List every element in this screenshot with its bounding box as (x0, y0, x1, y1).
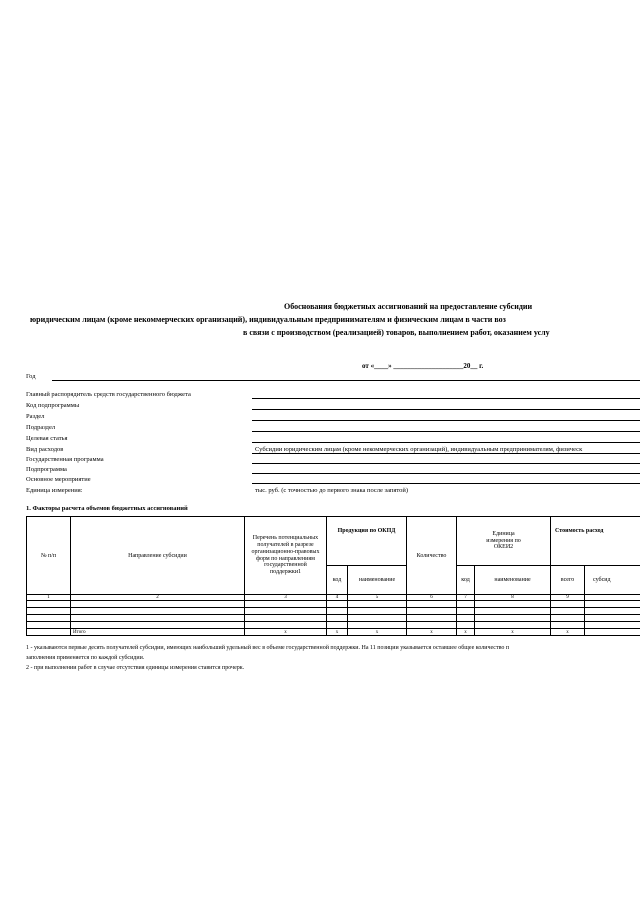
field-label-code: Код подпрограммы (26, 402, 80, 409)
field-line-program (252, 463, 640, 464)
th-unit-name: наименование (475, 566, 551, 595)
field-label-podrazdel: Подраздел (26, 424, 56, 431)
total-cell: x (457, 629, 475, 636)
total-cell: x (551, 629, 585, 636)
date-line: от «____» ____________________20__ г. (362, 362, 484, 370)
col-number: 4 (327, 595, 348, 601)
footnote-2: 2 - при выполнении работ в случае отсутствия единицы измерения ставится прочерк. (26, 665, 245, 671)
col-number: 8 (475, 595, 551, 601)
field-value-unit: тыс. руб. (с точностью до первого знака после запятой) (255, 487, 409, 494)
th-okpd-name: наименование (348, 566, 407, 595)
title-line-2: юридическим лицам (кроме некоммерческих организаций), индивидуальным предпринимателям и физическим лицам в части воз (30, 315, 506, 324)
field-line-target (252, 442, 640, 443)
field-line-razdel (252, 420, 640, 421)
th-qty: Количество (407, 517, 457, 595)
field-line-vid (252, 453, 640, 454)
total-cell: x (348, 629, 407, 636)
footnote-1-line-2: заполнения применяется по каждой субсидии. (26, 655, 145, 661)
th-cost: Стоимость расход (551, 517, 640, 566)
total-row (27, 629, 640, 636)
field-line-subprogram (252, 473, 640, 474)
total-cell: x (407, 629, 457, 636)
field-line-measure (252, 483, 640, 484)
table-row (27, 622, 640, 629)
total-cell: x (245, 629, 327, 636)
th-num: № п/п (27, 517, 71, 595)
total-cell: x (327, 629, 348, 636)
field-label-razdel: Раздел (26, 413, 45, 420)
th-unit-code: код (457, 566, 475, 595)
field-label-vid: Вид расходов (26, 446, 64, 453)
field-value-vid: Субсидии юридическим лицам (кроме некоммерческих организаций), индивидуальным предпринимателям, физическ (255, 446, 583, 453)
section1-title: 1. Факторы расчета объемов бюджетных ассигнований (26, 505, 188, 512)
field-label-gr: Главный распорядитель средств государственного бюджета (26, 391, 191, 398)
field-label-program: Государственная программа (26, 456, 104, 463)
title-line-3: в связи с производством (реализацией) товаров, выполнением работ, оказанием услу (243, 328, 550, 337)
th-okpd-code: код (327, 566, 348, 595)
col-number: 7 (457, 595, 475, 601)
field-line-podrazdel (252, 431, 640, 432)
th-unit: Единица измерения по ОКЕИ2 (457, 517, 551, 566)
table-row (27, 615, 640, 622)
title-line-1: Обоснования бюджетных ассигнований на предоставление субсидии (284, 302, 533, 311)
col-number: 3 (245, 595, 327, 601)
total-label: Итого (71, 629, 245, 636)
field-label-subprogram: Подпрограмма (26, 466, 67, 473)
footnote-1-line-1: 1 - указываются первые десять получателей субсидии, имеющих наибольший удельный вес в объеме государственной поддержки. На 11 позиции указывается оставшее общее количество п (26, 645, 510, 651)
col-number: 2 (71, 595, 245, 601)
col-number: 5 (348, 595, 407, 601)
table-row (27, 608, 640, 615)
table-row (27, 601, 640, 608)
th-cost-total: всего (551, 566, 585, 595)
field-label-target: Целевая статья (26, 435, 68, 442)
field-line-gr (252, 398, 640, 399)
factors-table (26, 516, 640, 636)
th-cost-sub: субсид (585, 566, 640, 595)
th-okpd: Продукция по ОКПД (327, 517, 407, 566)
year-label: Год (26, 373, 36, 380)
col-number: 6 (407, 595, 457, 601)
th-direction: Направление субсидии (71, 517, 245, 595)
field-label-unit: Единица измерения: (26, 487, 83, 494)
field-label-measure: Основное мероприятие (26, 476, 91, 483)
col-number: 1 (27, 595, 71, 601)
th-recipients: Перечень потенциальных получателей в разрезе организационно-правовых форм по направлениям государственной поддержки1 (245, 517, 327, 595)
col-number: 9 (551, 595, 585, 601)
year-underline (52, 380, 640, 381)
field-line-code (252, 409, 640, 410)
total-cell: x (475, 629, 551, 636)
